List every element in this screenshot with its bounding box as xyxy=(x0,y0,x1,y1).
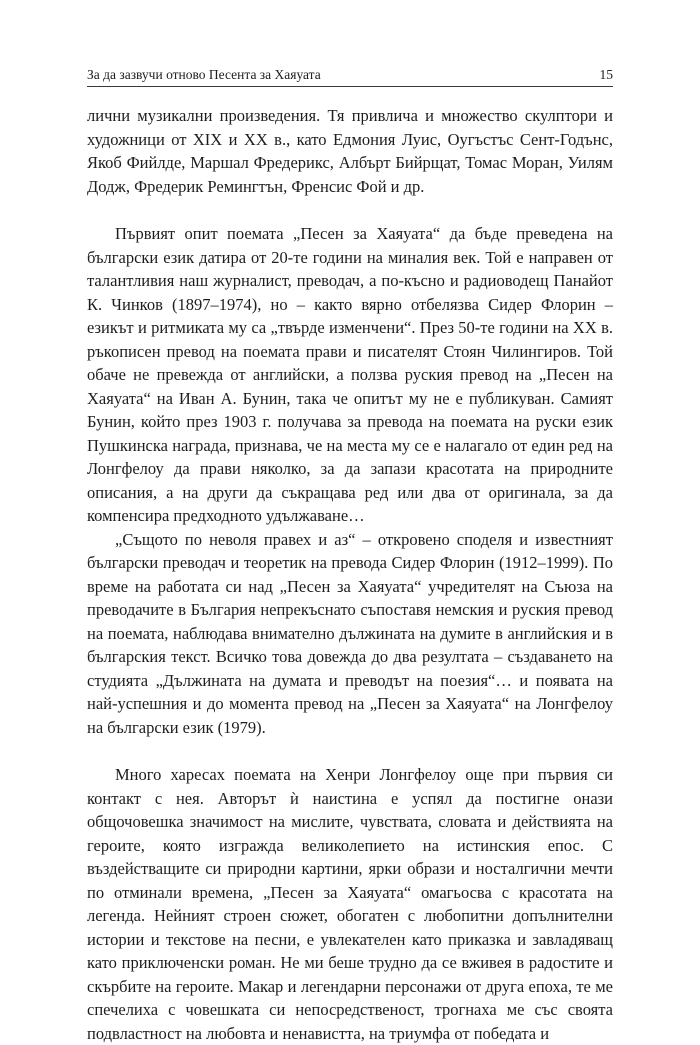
paragraph-florin-quote: „Същото по неволя правех и аз“ – откровено споделя и известният български преводач и теоретик на превода Сидер Флорин (1912–1999). По време на работата си над „Песен за Хаяуата“ учредителят на Съюза на преводачите в България непрекъснато съпоставя немския и руския превод на поемата, наблюдава внимателно дължината на думите в английския и в българския текст. Всичко това довежда до два резултата – създаването на студията „Дължината на думата и преводът на поезия“… и появата на най-успешния и до момента превод на „Песен за Хаяуата“ на Лонгфелоу на български език (1979). xyxy=(87,529,613,737)
paragraph-personal-impression: Много харесах поемата на Хенри Лонгфелоу още при първия си контакт с нея. Авторът ѝ наистина е успял да постигне онази общочовешка значимост на мислите, чувствата, словата и действията на героите, която изгражда великолепието на истинския епос. С въздействащите си природни картини, ярки образи и носталгични мечти по отминали времена, „Песен за Хаяуата“ омагьосва с красотата на легенда. Нейният строен сюжет, обогатен с любопитни допълнителни истории и текстове на песни, е увлекателен като приказка и завладяващ като приключенски роман. Не ми беше трудно да се вживея в радостите и скърбите на героите. Макар и легендарни персонажи от друга епоха, те ме спечелиха с човешката си непосредственост, трогнаха ме със своята подвластност на любовта и ненавистта, на триумфа от победата и xyxy=(87,765,613,1043)
running-title: За да зазвучи отново Песента за Хаяуата xyxy=(87,67,321,82)
page-body xyxy=(87,104,613,1045)
paragraph-first-translation: Първият опит поемата „Песен за Хаяуата“ да бъде преведена на български език датира от 20-те години на миналия век. Той е направен от талантливия наш журналист, преводач, а по-късно и радиоводещ Панайот К. Чинков (1897–1974), но – както вярно отбелязва Сидер Флорин – езикът и ритмиката му са „твърде изменчени“. През 50-те години на XX в. ръкописен превод на поемата прави и писателят Стоян Чилингиров. Той обаче не превежда от английски, а ползва руския превод на „Песен на Хаяуата“ на Иван А. Бунин, така че опитът му не е публикуван. Самият Бунин, който през 1903 г. получава за превода на поемата на руски език Пушкинска награда, признава, че на места му се е налагало от един ред на Лонгфелоу да прави няколко, за да запази красотата на природните описания, а на други да съкращава ред или два от оригинала, за да компенсира предходното удължаване… xyxy=(87,224,613,525)
paragraph-continuation: лични музикални произведения. Тя привлича и множество скулптори и художници от XIX и XX в., като Едмония Луис, Оугъстъс Сент-Годънс, Якоб Фийлде, Маршал Фредерикс, Албърт Бийрщат, Томас Моран, Уилям Додж, Фредерик Ремингтън, Френсис Фой и др. xyxy=(87,106,613,196)
running-header xyxy=(87,64,613,87)
page-number: 15 xyxy=(599,67,613,82)
